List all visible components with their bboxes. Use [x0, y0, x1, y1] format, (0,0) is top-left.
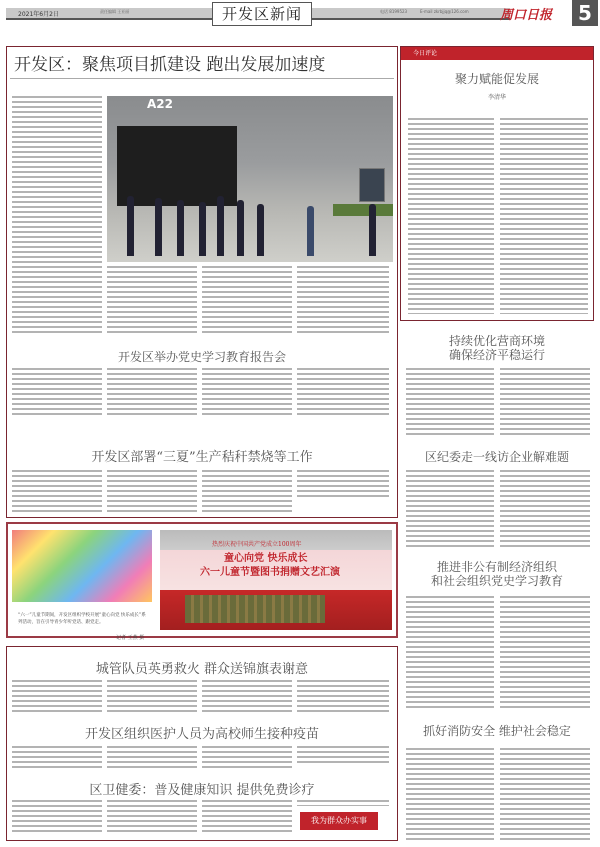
photo-caption: “六一”儿童节期间，开发区组织学校开展“童心向党 快乐成长”系列活动，旨在引导青少年听党话、跟党走。	[18, 613, 146, 625]
commentary-headline: 聚力赋能促发展	[454, 72, 539, 86]
person-figure	[237, 200, 244, 256]
email-address: E-mail zkrbjjq@126.com	[420, 9, 469, 14]
article-headline	[400, 560, 594, 588]
article-body-text	[12, 746, 102, 770]
person-figure	[369, 204, 376, 256]
article-headline: 开发区举办党史学习教育报告会	[117, 350, 286, 364]
stage-banner-line: 热烈庆祝中国共产党成立100周年	[212, 541, 302, 548]
headline-line: 持续优化营商环境	[448, 334, 545, 348]
article-body-text	[107, 746, 197, 770]
article-body-text	[12, 470, 102, 514]
article-headline: 区卫健委：普及健康知识 提供免费诊疗	[89, 783, 315, 798]
article-body-text	[500, 596, 590, 708]
paper-logo: 周口日报	[500, 8, 553, 23]
article-body-text	[500, 748, 590, 840]
lead-body-text	[202, 266, 292, 336]
article-body-text	[202, 470, 292, 514]
factory-door	[117, 126, 237, 206]
headline-line: 确保经济平稳运行	[448, 348, 545, 362]
article-body-text	[12, 368, 102, 416]
article-body-text	[297, 746, 389, 764]
lead-body-text	[107, 266, 197, 336]
article-body-text	[500, 368, 590, 438]
article-headline: 抓好消防安全 维护社会稳定	[423, 724, 571, 738]
article-body-text	[406, 368, 494, 438]
article-body-text	[107, 368, 197, 416]
article-body-text	[297, 800, 389, 806]
commentary-body-text	[500, 118, 588, 314]
lead-body-text	[297, 266, 389, 336]
article-body-text	[107, 800, 197, 834]
factory-window	[359, 168, 385, 202]
person-figure	[257, 204, 264, 256]
commentary-body-text	[408, 118, 494, 314]
article-body-text	[297, 680, 389, 712]
page-number: 5	[572, 0, 598, 26]
grass-strip	[333, 204, 393, 216]
article-body-text	[12, 800, 102, 834]
headline-line: 推进非公有制经济组织	[436, 560, 557, 574]
article-body-text	[297, 470, 389, 500]
article-body-text	[107, 680, 197, 712]
article-body-text	[406, 470, 494, 550]
performing-children	[185, 595, 325, 623]
article-body-text	[297, 368, 389, 416]
editor-credit: 责任编辑 王亚丽	[100, 9, 130, 14]
issue-date: 2021年6月2日	[18, 11, 59, 18]
service-badge: 我为群众办实事	[300, 812, 378, 830]
article-body-text	[12, 680, 102, 712]
person-figure	[127, 196, 134, 256]
article-body-text	[202, 746, 292, 770]
children-painting-photo	[12, 530, 152, 602]
commentary-author: 李清华	[487, 94, 506, 101]
person-figure	[199, 202, 206, 256]
article-body-text	[107, 470, 197, 514]
headline-line: 和社会组织党史学习教育	[430, 574, 563, 588]
divider	[10, 78, 394, 79]
article-headline: 开发区部署“三夏”生产秸秆禁烧等工作	[91, 450, 313, 465]
lead-headline: 开发区：聚焦项目抓建设 跑出发展加速度	[14, 55, 326, 75]
article-body-text	[202, 680, 292, 712]
lead-photo	[107, 96, 393, 262]
stage-banner-line: 童心向党 快乐成长	[224, 553, 308, 564]
photo-byline: 记者 王燕 摄	[116, 635, 145, 641]
article-headline	[400, 334, 594, 362]
article-headline: 城管队员英勇救火 群众送锦旗表谢意	[95, 662, 309, 677]
article-body-text	[202, 800, 292, 834]
article-body-text	[406, 596, 494, 708]
commentary-section-label: 今日评论	[401, 47, 593, 60]
article-headline: 开发区组织医护人员为高校师生接种疫苗	[84, 727, 319, 742]
person-figure	[155, 198, 162, 256]
article-headline: 区纪委走一线访企业解难题	[424, 450, 569, 464]
phone-number: 电话 8199523	[380, 9, 408, 14]
person-figure	[217, 196, 224, 256]
person-figure	[307, 206, 314, 256]
lead-body-text	[12, 96, 102, 336]
person-figure	[177, 200, 184, 256]
section-title: 开发区新闻	[212, 2, 312, 26]
article-body-text	[500, 470, 590, 550]
article-body-text	[202, 368, 292, 416]
stage-banner-line: 六一儿童节暨图书捐赠文艺汇演	[200, 567, 340, 578]
building-sign: A22	[147, 97, 173, 111]
article-body-text	[406, 748, 494, 840]
